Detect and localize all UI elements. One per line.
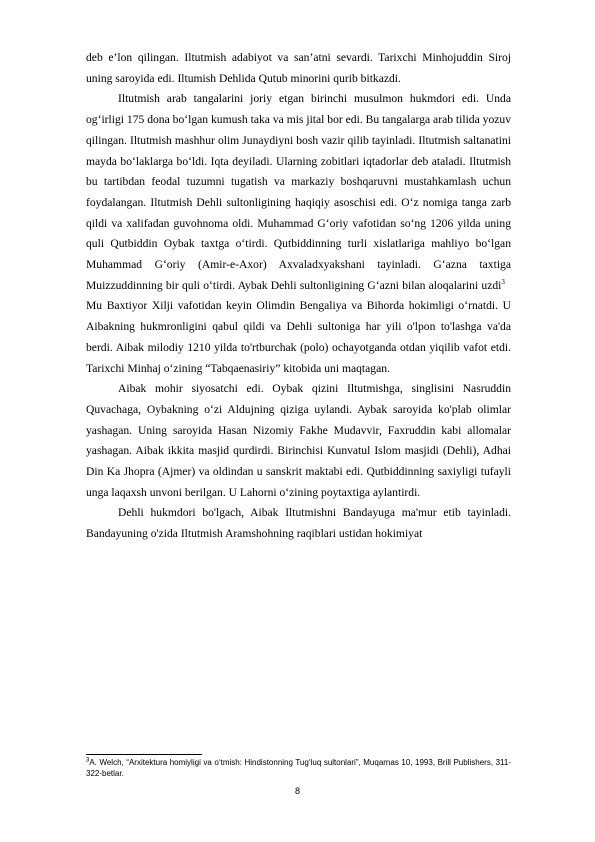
footnote-divider bbox=[86, 754, 202, 755]
paragraph-3: Aibak mohir siyosatchi edi. Oybak qizini Iltutmishga, singlisini Nasruddin Quvachaga, Oybakning o‘zi Aldujning qiziga uylandi. Aybak saroyida ko'plab olimlar yashagan. Uning saroyida Hasan Nizomiy Fakhe Mudavvir, Faxruddin kabi allomalar yashagan. Aibak ikkita masjid qurdirdi. Birinchisi Kunvatul Islom masjidi (Dehli), Adhai Din Ka Jhopra (Ajmer) va oldindan u sanskrit maktabi edi. Qutbiddinning saxiyligi tufayli unga laqaxsh unvoni berilgan. U Lahorni o‘zining poytaxtiga aylantirdi. bbox=[86, 382, 511, 499]
paragraph-4: Dehli hukmdori bo'lgach, Aibak Iltutmishni Bandayuga ma'mur etib tayinladi. Bandayuning o'zida Iltutmish Aramshohning raqiblari ustidan hokimiyat bbox=[86, 506, 511, 541]
footnote-reference[interactable]: 3 bbox=[501, 277, 505, 286]
footnote-text: A. Welch, “Arxitektura homiyligi va o‘tmish: Hindistonning Tug‘luq sultonlari”, Muqarnas 10, 1993, Brill Publishers, 311-322-betlar. bbox=[86, 758, 511, 778]
page-number: 8 bbox=[294, 786, 300, 796]
paragraph-2-continuation: Mu Baxtiyor Xilji vafotidan keyin Olimdin Bengaliya va Bihorda hokimligi o‘rnatdi. U Aibakning hukmronligini qabul qildi va Dehli sultoniga har yili o'lpon to'lashga va'da berdi. Aibak milodiy 1210 yilda to'rtburchak (polo) ochayotganda otdan yiqilib vafot etdi. Tarixchi Minhaj o‘zining “Tabqaenasiriy” kitobida uni maqtagan. bbox=[86, 299, 511, 375]
paragraph-2 bbox=[86, 89, 511, 379]
body-text bbox=[86, 48, 511, 545]
footnote bbox=[86, 757, 511, 779]
paragraph-1: deb e’lon qilingan. Iltutmish adabiyot va san’atni sevardi. Tarixchi Minhojuddin Siroj uning saroyida edi. Iltumish Dehlida Qutub minorini qurib bitkazdi. bbox=[86, 51, 511, 85]
paragraph-2-text: Iltutmish arab tangalarini joriy etgan birinchi musulmon hukmdori edi. Unda og‘irligi 175 dona bo‘lgan kumush taka va mis jital bor edi. Bu tangalarga arab tilida yozuv qilingan. Iltutmish mashhur olim Junaydiyni bosh vazir qilib tayinladi. Iltutmish saltanatini mayda bo‘laklarga bo‘ldi. Iqta deyiladi. Ularning zobitlari iqtadorlar deb ataladi. Iltutmish bu tartibdan feodal tuzumni tugatish va markaziy boshqaruvni mustahkamlash uchun foydalangan. Iltutmish Dehli sultonligining haqiqiy asoschisi edi. O‘z nomiga tanga zarb qildi va xalifadan guvohnoma oldi. Muhammad G‘oriy vafotidan so‘ng 1206 yilda uning quli Qutbiddin Oybak taxtga o‘tirdi. Qutbiddinning turli xislatlariga mahliyo bo‘lgan Muhammad G‘oriy (Amir-e-Axor) Axvaladxyakshani tayinladi. G‘azna taxtiga Muizzuddinning bir quli o‘tirdi. Aybak Dehli sultonligining G‘azni bilan aloqalarini uzdi bbox=[86, 92, 511, 292]
footnote-number: 3 bbox=[86, 757, 90, 764]
